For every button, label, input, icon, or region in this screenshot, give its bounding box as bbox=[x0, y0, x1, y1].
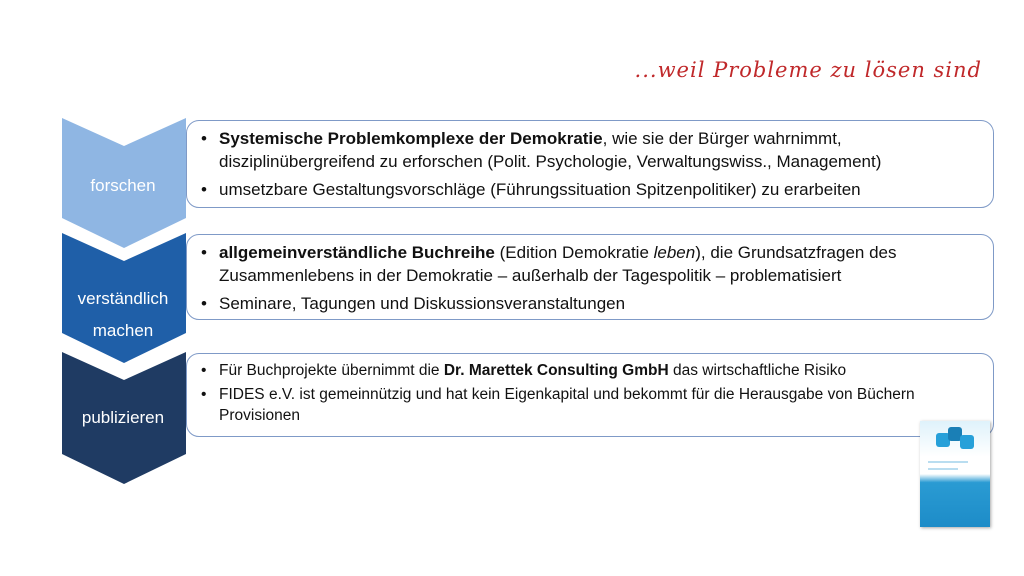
chevron-publizieren bbox=[62, 352, 196, 484]
item-text: , wie sie der Bürger wahrnimmt, disziplinübergreifend zu erforschen (Polit. Psychologie, Verwaltungswiss., Management) bbox=[219, 129, 882, 171]
bold-text: Systemische Problemkomplexe der Demokratie bbox=[219, 129, 603, 148]
box-publizieren bbox=[186, 353, 994, 437]
cover-text-line bbox=[928, 468, 958, 470]
list-item bbox=[201, 384, 985, 426]
chevron-label-forschen: forschen bbox=[90, 176, 156, 195]
chevron-verstaendlich-machen bbox=[62, 233, 196, 363]
item-text: das wirtschaftliche Risiko bbox=[668, 362, 847, 379]
list-item bbox=[201, 127, 985, 173]
bold-text: allgemeinverständliche Buchreihe bbox=[219, 243, 495, 262]
book-cover-image bbox=[920, 421, 990, 527]
puzzle-icon bbox=[936, 427, 974, 451]
item-text: FIDES e.V. ist gemeinnützig und hat kein Eigenkapital und bekommt für die Herausgabe von Büchern Provisionen bbox=[219, 386, 915, 424]
item-text: ), die Grundsatzfragen des Zusammenlebens in der Demokratie – außerhalb der Tagespolitik – problematisiert bbox=[219, 243, 897, 285]
item-text: Für Buchprojekte übernimmt die bbox=[219, 362, 444, 379]
bold-text: Dr. Marettek Consulting GmbH bbox=[443, 362, 669, 379]
italic-text: leben bbox=[653, 243, 696, 262]
chevron-forschen bbox=[62, 118, 196, 248]
chevron-label-machen: machen bbox=[92, 321, 154, 340]
item-text: (Edition Demokratie bbox=[494, 243, 654, 262]
cover-text-line bbox=[928, 461, 968, 463]
list-item bbox=[201, 292, 985, 315]
list-item bbox=[201, 178, 985, 201]
item-text: umsetzbare Gestaltungsvorschläge (Führungssituation Spitzenpolitiker) zu erarbeiten bbox=[219, 180, 861, 199]
chevron-label-verstaendlich: verständlich bbox=[77, 289, 169, 308]
chevron-label-publizieren: publizieren bbox=[81, 408, 165, 427]
item-text: Seminare, Tagungen und Diskussionsveranstaltungen bbox=[219, 294, 626, 313]
list-item bbox=[201, 360, 985, 381]
tagline: ...weil Probleme zu lösen sind bbox=[634, 58, 982, 82]
list-item bbox=[201, 241, 985, 287]
box-forschen bbox=[186, 120, 994, 208]
box-verstaendlich-machen bbox=[186, 234, 994, 320]
